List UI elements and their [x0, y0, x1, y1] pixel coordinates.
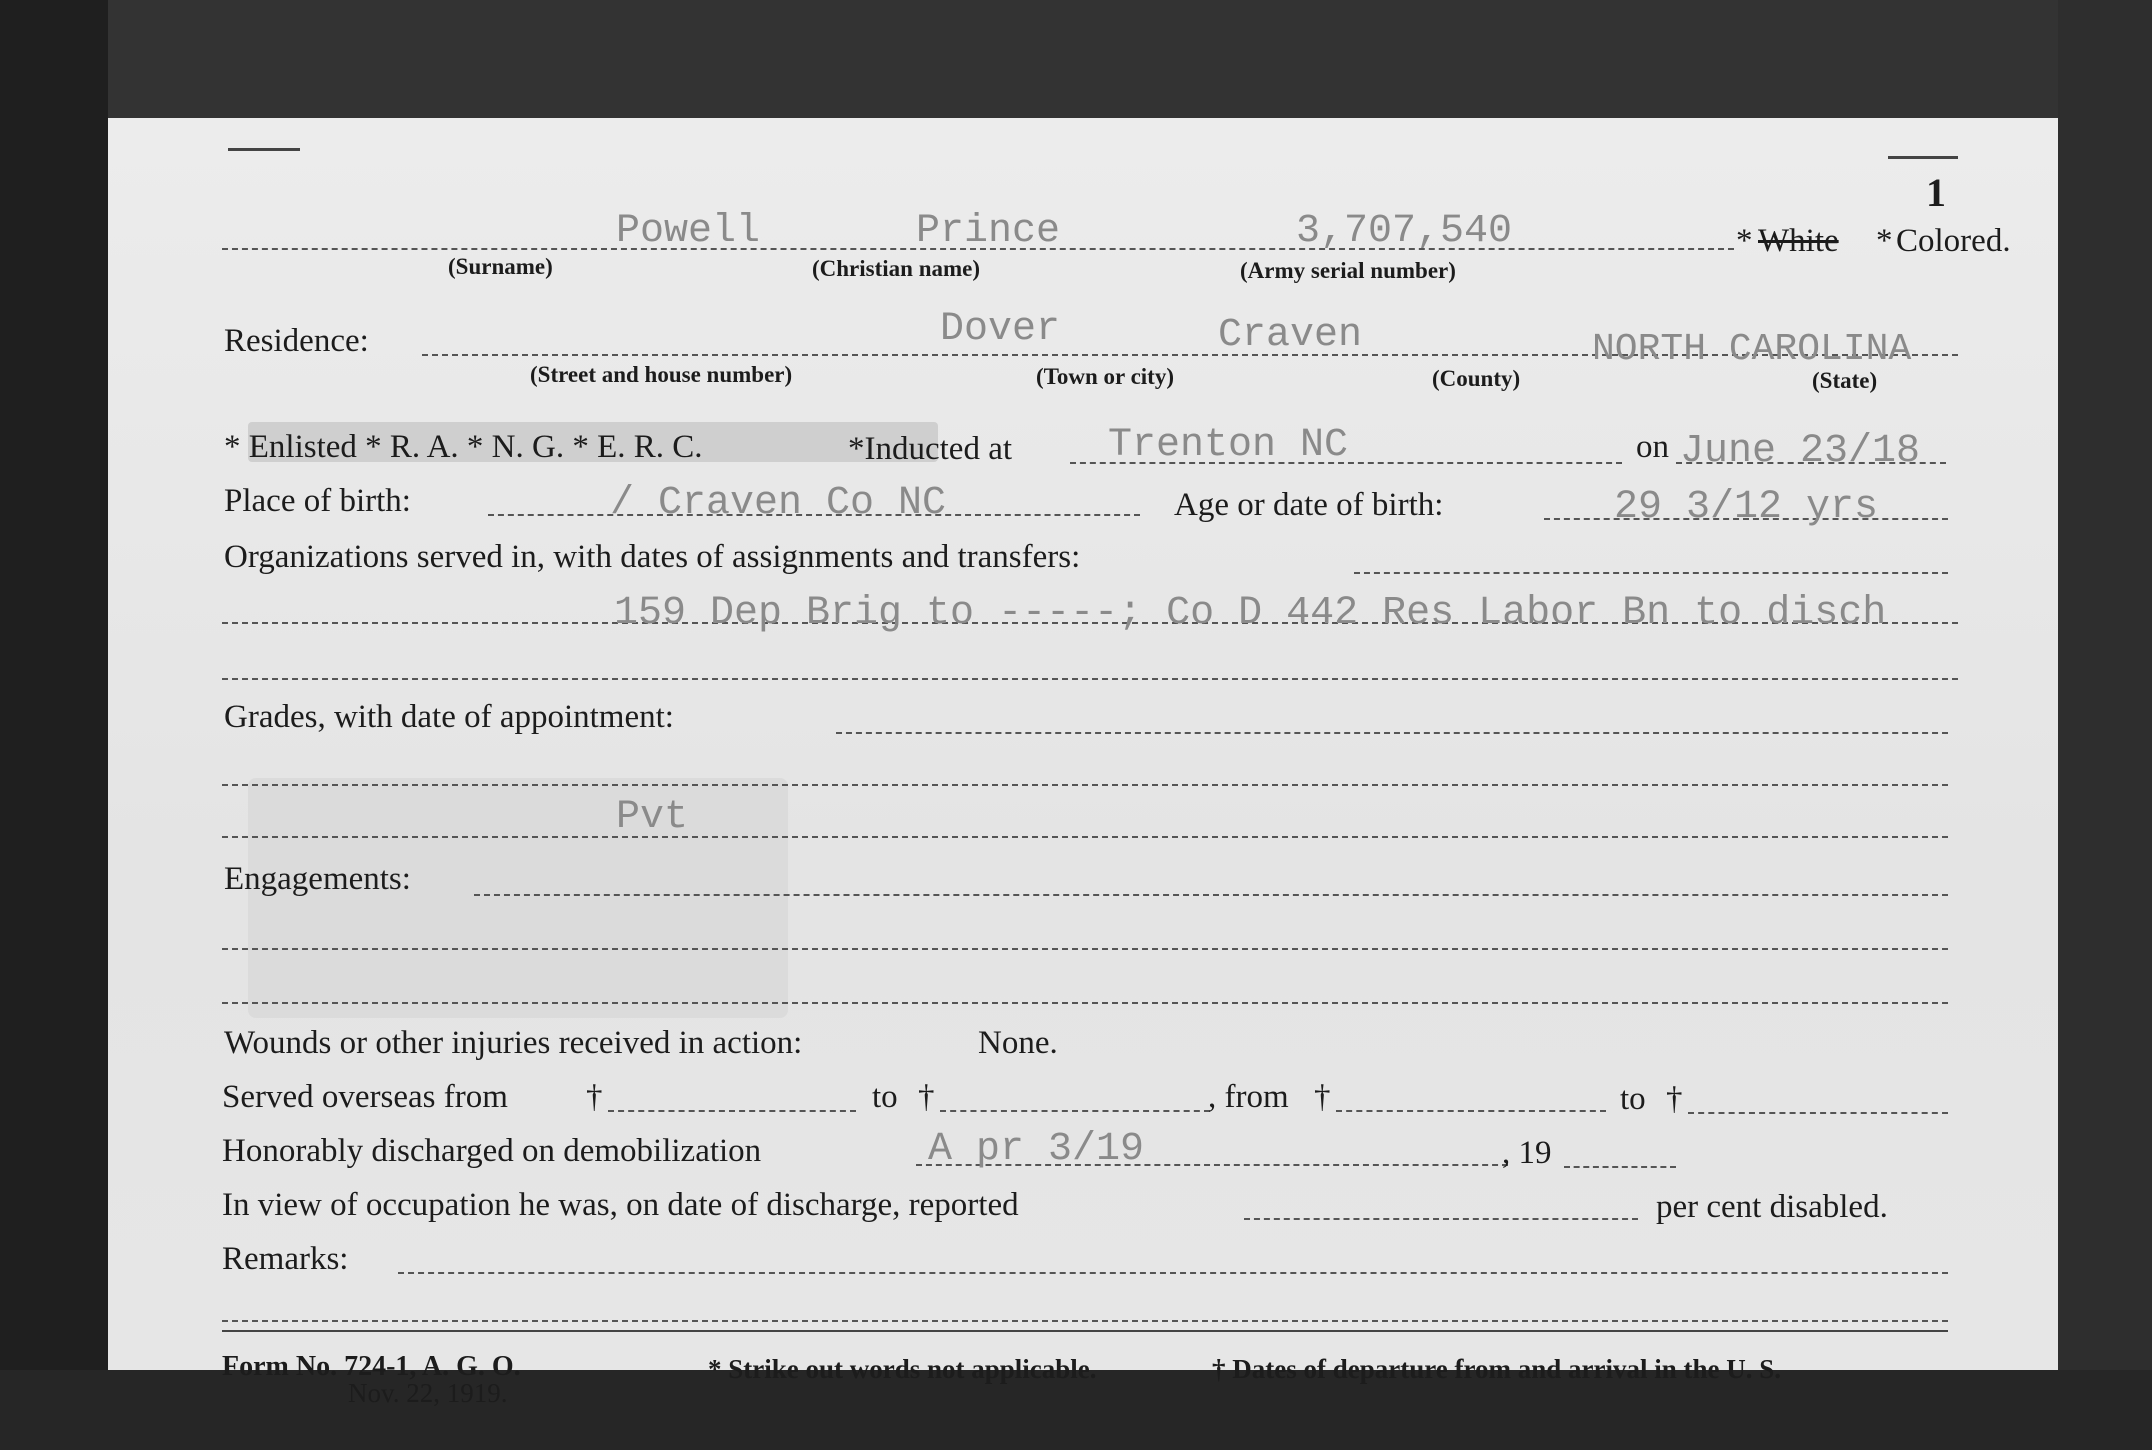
organizations-line-1	[1354, 572, 1948, 574]
overseas-line-1	[608, 1110, 856, 1112]
discharge-year-prefix: , 19	[1502, 1135, 1552, 1171]
overseas-to-2: to	[1620, 1081, 1646, 1117]
scan-frame-left	[0, 0, 108, 1450]
overseas-line-3	[1336, 1110, 1606, 1112]
form-date: Nov. 22, 1919.	[348, 1378, 508, 1408]
residence-county-value: Craven	[1218, 313, 1363, 358]
overseas-line-2	[940, 1110, 1210, 1112]
age-value: 29 3/12 yrs	[1614, 485, 1879, 530]
place-of-birth-label: Place of birth:	[224, 483, 411, 519]
race-star-white: *	[1736, 223, 1753, 259]
overseas-dagger-3: †	[1314, 1079, 1331, 1115]
christian-name-value: Prince	[916, 209, 1061, 254]
inducted-date-value: June 23/18	[1680, 429, 1921, 474]
surname-value: Powell	[616, 209, 761, 254]
serial-caption: (Army serial number)	[1240, 258, 1456, 283]
race-colored: Colored.	[1896, 223, 2011, 259]
state-caption: (State)	[1812, 368, 1878, 393]
overseas-to-1: to	[872, 1079, 898, 1115]
wounds-label: Wounds or other injuries received in action:	[224, 1025, 803, 1061]
card-number: 1	[1926, 170, 1946, 215]
age-label: Age or date of birth:	[1174, 487, 1444, 523]
grades-value: Pvt	[616, 795, 689, 840]
overseas-line-4	[1688, 1112, 1948, 1114]
inducted-place-value: Trenton NC	[1108, 423, 1349, 468]
engagements-label: Engagements:	[224, 861, 411, 897]
overseas-dagger-1: †	[586, 1079, 603, 1115]
residence-state-value: NORTH CAROLINA	[1592, 328, 1912, 371]
footer-rule	[222, 1330, 1948, 1332]
form-number: Form No. 724-1, A. G. O.	[222, 1351, 521, 1382]
county-caption: (County)	[1432, 366, 1521, 391]
overseas-label: Served overseas from	[222, 1079, 508, 1115]
top-left-rule	[228, 148, 300, 151]
grades-line-1	[836, 732, 1948, 734]
disability-label: In view of occupation he was, on date of discharge, reported	[222, 1187, 1019, 1223]
overseas-dagger-2: †	[918, 1079, 935, 1115]
wounds-value: None.	[978, 1025, 1058, 1061]
grades-line-3	[222, 836, 1948, 838]
overseas-from: , from	[1208, 1079, 1289, 1115]
top-right-rule	[1888, 156, 1958, 159]
disability-line	[1244, 1218, 1638, 1220]
engagements-line-3	[222, 1002, 1948, 1004]
dagger-note: † Dates of departure from and arrival in the U. S.	[1212, 1354, 1781, 1384]
christian-caption: (Christian name)	[812, 256, 981, 281]
remarks-line-2	[222, 1320, 1948, 1322]
grades-line-2	[222, 784, 1948, 786]
organizations-label: Organizations served in, with dates of assignments and transfers:	[224, 539, 1081, 575]
discharge-label: Honorably discharged on demobilization	[222, 1133, 762, 1169]
enlisted-options: * Enlisted * R. A. * N. G. * E. R. C.	[224, 429, 703, 465]
street-caption: (Street and house number)	[530, 362, 793, 387]
remarks-label: Remarks:	[222, 1241, 349, 1277]
disability-suffix: per cent disabled.	[1656, 1189, 1888, 1225]
residence-label: Residence:	[224, 323, 369, 359]
engagements-line-2	[222, 948, 1948, 950]
inducted-on-label: on	[1636, 429, 1669, 465]
surname-caption: (Surname)	[448, 254, 553, 279]
discharge-value: A pr 3/19	[928, 1127, 1145, 1172]
place-of-birth-value: / Craven Co NC	[610, 481, 947, 526]
serial-value: 3,707,540	[1296, 209, 1513, 254]
grades-shading	[248, 778, 788, 1018]
residence-town-value: Dover	[940, 307, 1061, 352]
race-star-colored: *	[1876, 223, 1893, 259]
overseas-dagger-4: †	[1666, 1081, 1683, 1117]
organizations-line-3	[222, 678, 1958, 680]
inducted-label: *Inducted at	[848, 431, 1013, 467]
town-caption: (Town or city)	[1036, 364, 1174, 389]
engagements-line-1	[474, 894, 1948, 896]
discharge-year-line	[1564, 1166, 1676, 1168]
remarks-line-1	[398, 1272, 1948, 1274]
service-record-card	[108, 118, 2058, 1408]
strike-note: * Strike out words not applicable.	[708, 1354, 1097, 1384]
race-white: White	[1758, 223, 1839, 259]
organizations-value: 159 Dep Brig to -----; Co D 442 Res Labor Bn to disch	[614, 591, 1887, 636]
grades-label: Grades, with date of appointment:	[224, 699, 674, 735]
scan-frame-right	[2058, 0, 2152, 1450]
scan-frame-top	[0, 0, 2152, 118]
